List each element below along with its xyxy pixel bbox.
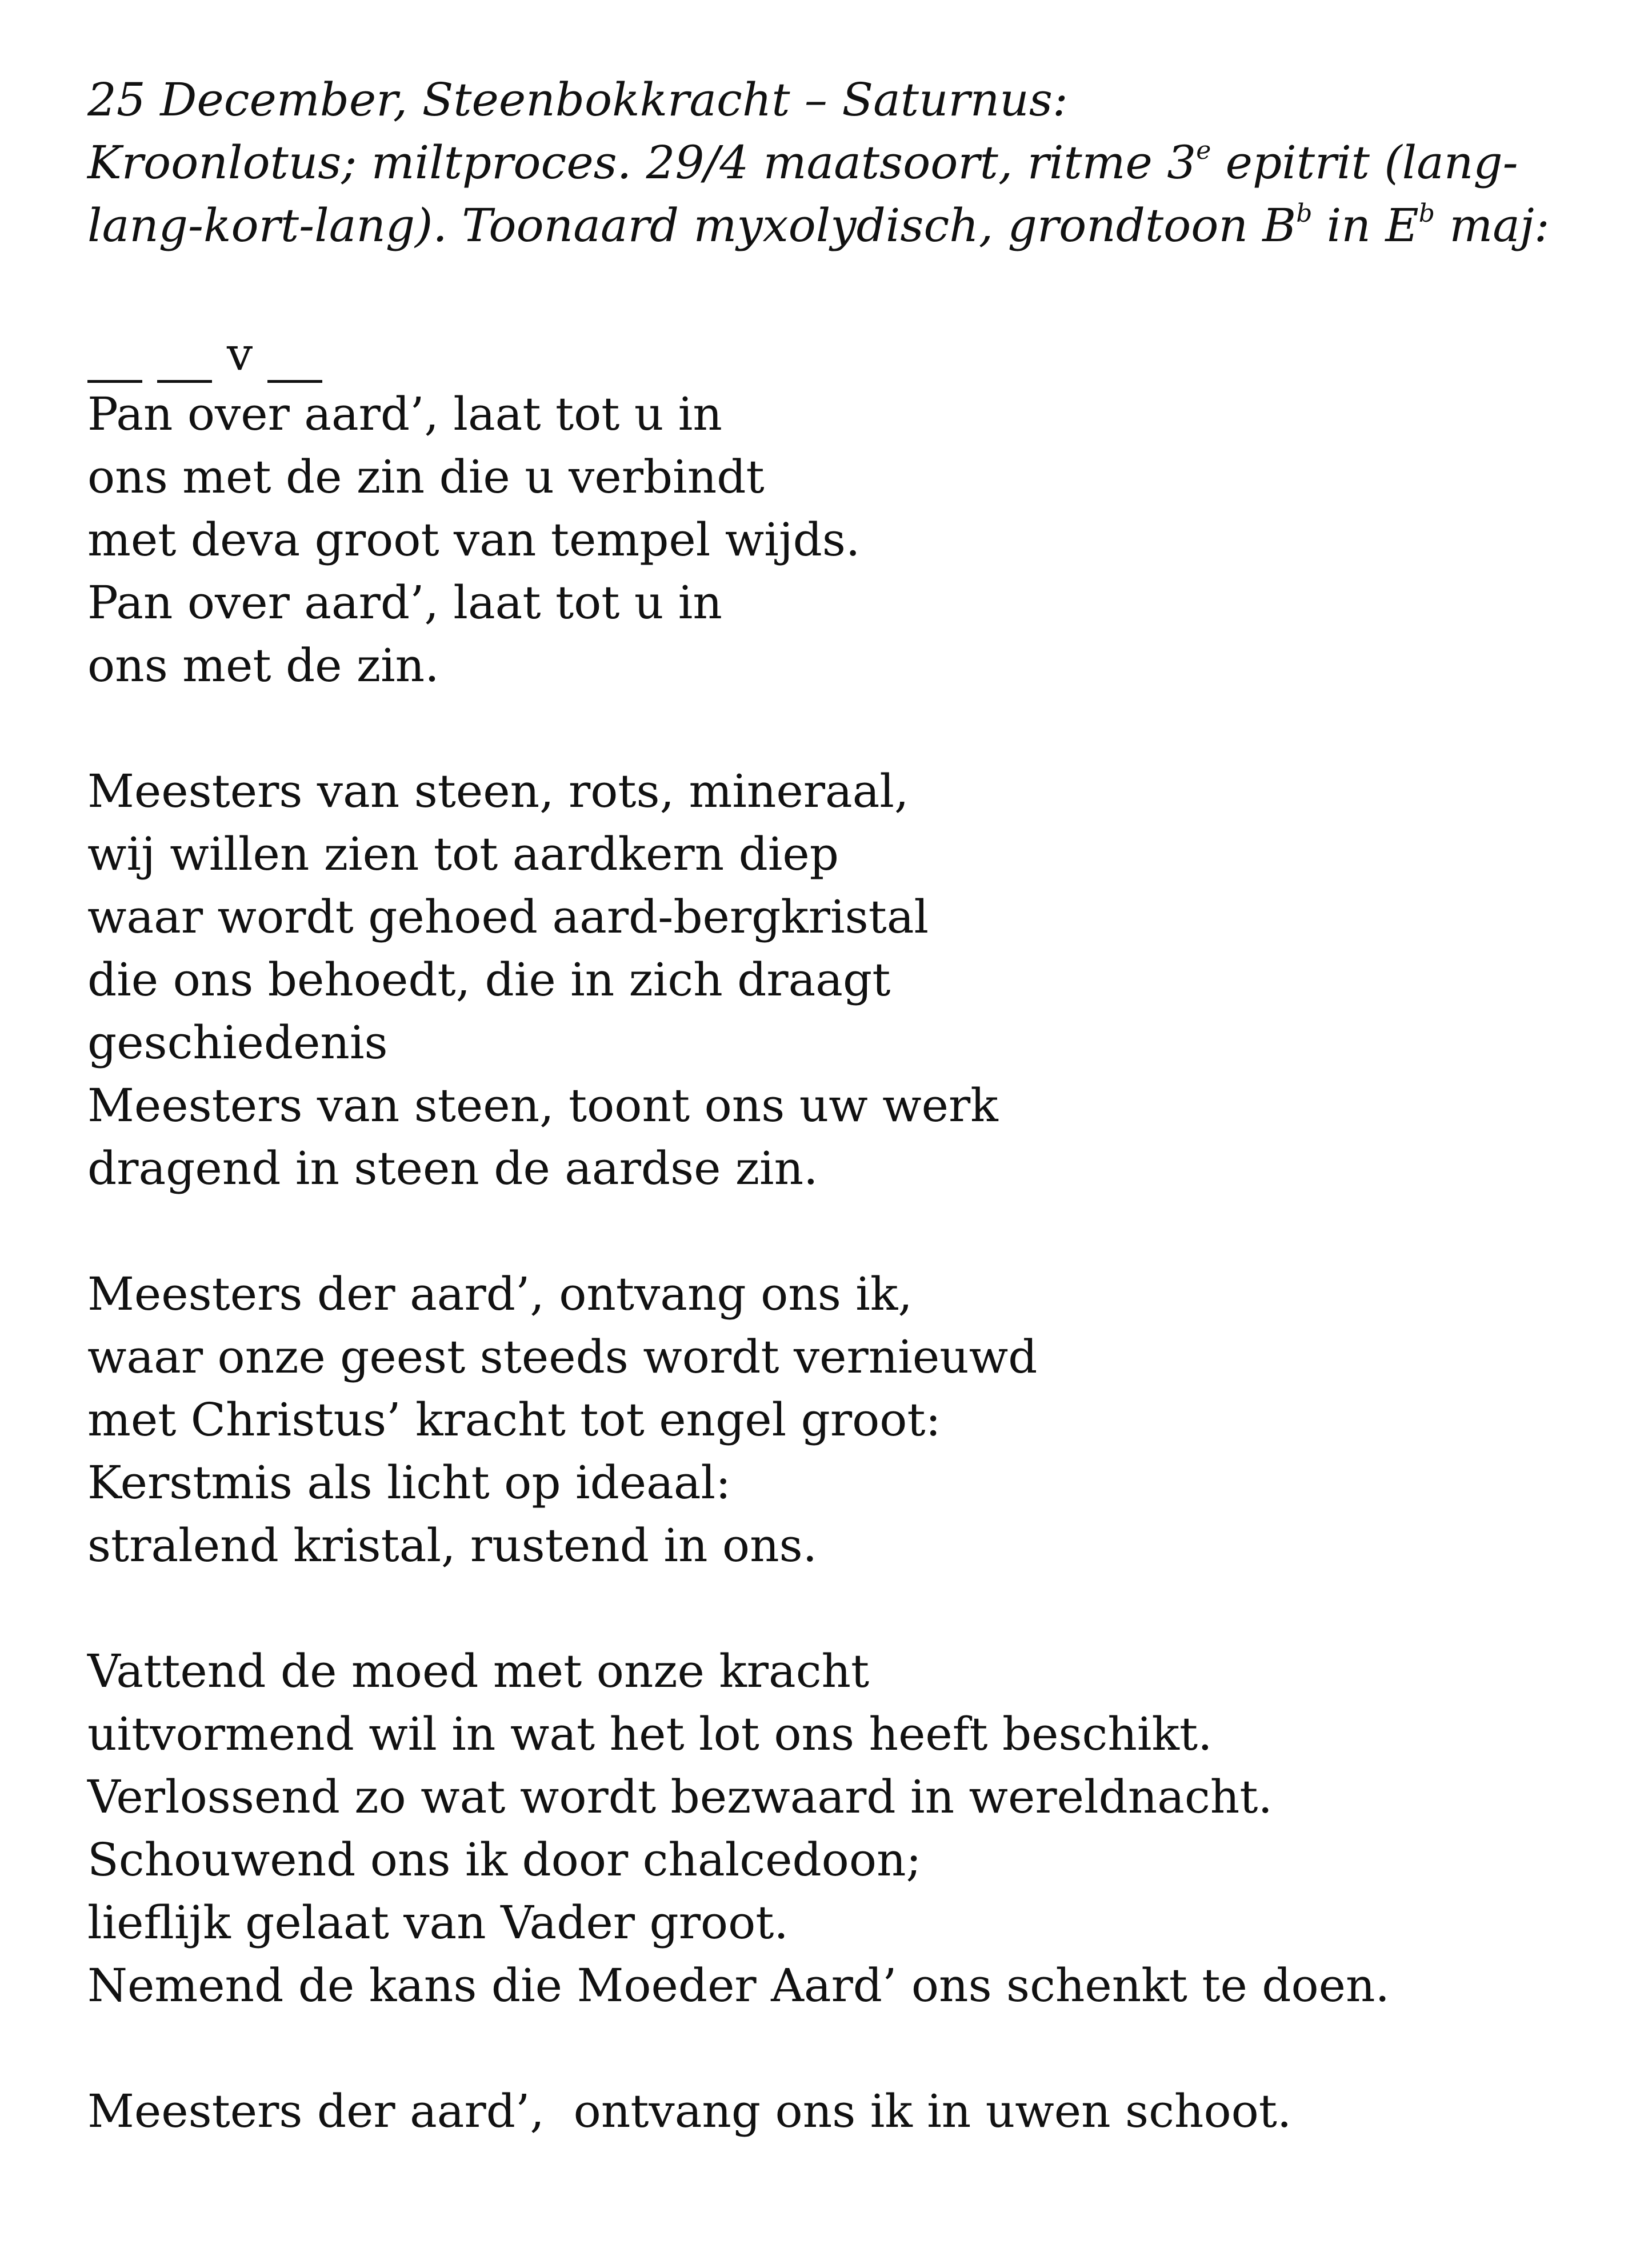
verse-line: Schouwend ons ik door chalcedoon; bbox=[87, 1833, 922, 1886]
header-line-key bbox=[87, 194, 1596, 257]
flat-superscript: b bbox=[1418, 198, 1435, 228]
long-syllable-mark bbox=[87, 334, 142, 383]
verse-line: wij willen zien tot aardkern diep bbox=[87, 827, 839, 881]
header-superscript: e bbox=[1196, 135, 1211, 165]
header-text: Kroonlotus; miltproces. 29/4 maatsoort, ritme 3 bbox=[87, 136, 1197, 189]
stanza-2 bbox=[87, 760, 1596, 1200]
short-syllable-mark: v bbox=[227, 327, 253, 381]
verse-line: ons met de zin die u verbindt bbox=[87, 450, 765, 503]
stanza-5 bbox=[87, 2080, 1596, 2143]
stanza-4 bbox=[87, 1640, 1596, 2017]
rhythm-notation bbox=[87, 320, 1596, 383]
verse-line: Vattend de moed met onze kracht bbox=[87, 1645, 870, 1698]
header-text: maj: bbox=[1434, 199, 1550, 252]
verse-line: Meesters der aard’, ontvang ons ik, bbox=[87, 1267, 913, 1321]
long-syllable-mark bbox=[267, 334, 322, 383]
song-header bbox=[87, 69, 1596, 257]
flat-superscript: b bbox=[1296, 198, 1313, 228]
verse-line: waar wordt gehoed aard-bergkristal bbox=[87, 890, 929, 943]
verse-line: lieflijk gelaat van Vader groot. bbox=[87, 1896, 789, 1949]
verse-line: geschiedenis bbox=[87, 1016, 388, 1069]
verse-line: uitvormend wil in wat het lot ons heeft beschikt. bbox=[87, 1707, 1213, 1761]
verse-line: Kerstmis als licht op ideaal: bbox=[87, 1456, 731, 1509]
document-page bbox=[87, 69, 1596, 2143]
header-text: lang-kort-lang). Toonaard myxolydisch, grondtoon B bbox=[87, 199, 1297, 252]
verse-line: ons met de zin. bbox=[87, 639, 439, 692]
verse-line: dragend in steen de aardse zin. bbox=[87, 1142, 818, 1195]
verse-line: Pan over aard’, laat tot u in bbox=[87, 387, 722, 441]
verse-line: Meesters van steen, toont ons uw werk bbox=[87, 1079, 998, 1132]
verse-line: Meesters der aard’, ontvang ons ik in uwen schoot. bbox=[87, 2085, 1292, 2138]
verse-line: stralend kristal, rustend in ons. bbox=[87, 1519, 818, 1572]
header-text: in E bbox=[1312, 199, 1419, 252]
header-line-meter bbox=[87, 131, 1596, 194]
header-line-date: 25 December, Steenbokkracht – Saturnus: bbox=[87, 73, 1068, 126]
stanza-1 bbox=[87, 383, 1596, 697]
stanza-3 bbox=[87, 1263, 1596, 1577]
verse-line: Nemend de kans die Moeder Aard’ ons schenkt te doen. bbox=[87, 1959, 1390, 2012]
long-syllable-mark bbox=[157, 334, 212, 383]
verse-line: Meesters van steen, rots, mineraal, bbox=[87, 765, 909, 818]
verse-line: met deva groot van tempel wijds. bbox=[87, 513, 861, 566]
verse-line: met Christus’ kracht tot engel groot: bbox=[87, 1393, 941, 1446]
header-text: epitrit (lang- bbox=[1211, 136, 1518, 189]
verse-line: die ons behoedt, die in zich draagt bbox=[87, 953, 891, 1006]
verse-line: Pan over aard’, laat tot u in bbox=[87, 576, 722, 629]
verse-line: Verlossend zo wat wordt bezwaard in wereldnacht. bbox=[87, 1770, 1273, 1823]
verse-line: waar onze geest steeds wordt vernieuwd bbox=[87, 1330, 1038, 1383]
